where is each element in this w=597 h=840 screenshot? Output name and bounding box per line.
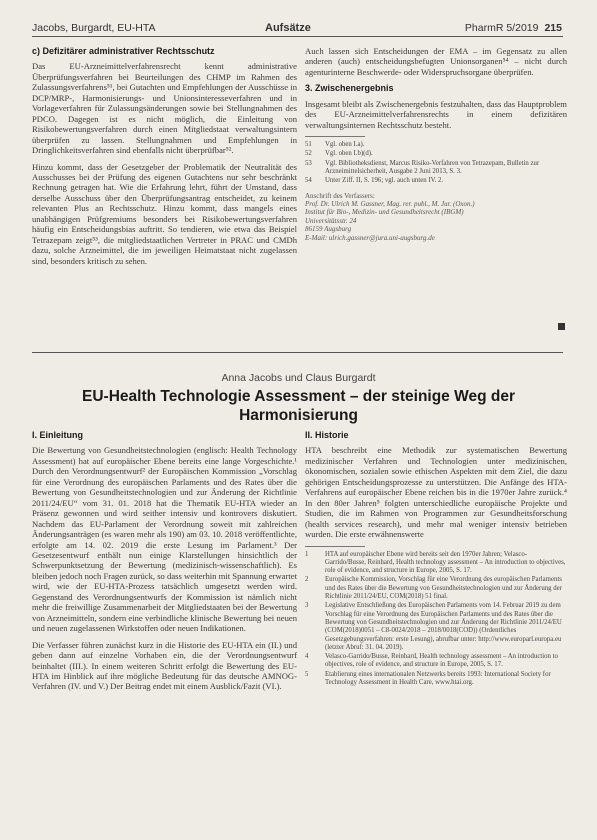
footnotes [305, 551, 567, 688]
address-line: Prof. Dr. Ulrich M. Gassner, Mag. rer. publ., M. Jur. (Oxon.) [305, 200, 475, 209]
section-einleitung [32, 430, 297, 698]
footnote-divider [305, 546, 365, 547]
end-of-article-mark [558, 323, 565, 330]
address-line: E-Mail: ulrich.gassner@jura.uni-augsburg.de [305, 233, 435, 242]
footnote: 1 HTA auf europäischer Ebene wird bereits seit den 1970er Jahren; Velasco-Garrido/Busse, Reinhard, Health technology assessment – An introduction to objectives, role of evidence, and structure in Europe, 2005, S. 17. [305, 550, 566, 575]
footnote: 51 Vgl. oben I.a). [305, 141, 365, 149]
footnote: 54 Unter Ziff. II, S. 196; vgl. auch unten IV. 2. [305, 177, 444, 185]
footnote: 4 Velasco-Garrido/Busse, Reinhard, Health technology assessment – An introduction to objectives, role of evidence, and structure in Europe, 2005, S. 17. [305, 653, 558, 669]
prev-article-right-column [305, 46, 567, 242]
subsection-heading: 3. Zwischenergebnis [305, 83, 394, 94]
section-historie [305, 430, 567, 688]
article-title [60, 387, 537, 425]
section-heading: II. Historie [305, 430, 349, 440]
footnote: 52 Vgl. oben I.b)(d). [305, 150, 373, 158]
subsection-heading: c) Defizitärer administrativer Rechtsschutz [32, 46, 215, 56]
prev-article-left-column [32, 46, 297, 272]
title-line: EU-Health Technologie Assessment – der steinige Weg der [82, 388, 515, 405]
header-rule [32, 36, 563, 37]
address-line: Institut für Bio-, Medizin- und Gesundheitsrecht (IBGM) [305, 208, 464, 217]
footnote: 2 Europäische Kommission, Vorschlag für eine Verordnung des europäischen Parlaments und des Rates über die Bewertung von Gesundheitstechnologien und zur Änderung der Richtlinie 2011/24/EU, COM(2018) 51 final. [305, 576, 562, 601]
running-head-journal [465, 22, 562, 34]
article-separator-rule [32, 352, 563, 353]
paragraph: Die Verfasser führen zunächst kurz in die Historie des EU-HTA ein (II.) und geben dann auf einzelne Vorhaben ein, die der Verordnungsentwurf beinhaltet (III.). In einem weiteren Schritt erfolgt die Bewertung des EU-HTA im Hinblick auf ihre mögliche Bedeutung für das deutsche AMNOG-Verfahren (IV. und V.) Der Beitrag endet mit einem Ausblick/Fazit (VI.). [32, 639, 297, 692]
footnote: 53 Vgl. Bibliotheksdienst, Marcus Risiko-Verfahren von Tetrazepam, Bulletin zur Arzneimittelsicherheit, Ausgabe 2 Juni 2013, S. 3. [305, 159, 540, 176]
footnote-divider [305, 136, 365, 137]
footnote: 3 Legislative Entschließung des Europäischen Parlaments vom 14. Februar 2019 zu dem Vorschlag für eine Verordnung des Europäischen Parlaments und des Rates über die Bewertung von Gesundheitstechnologien und zur Änderung der Richtlinie 2011/24/EU (COM(2018)0051 – C8-0024/2018 – 2018/0018(COD)) (Ordentliches Gesetzgebungsverfahren: erste Lesung), abrufbar unter: http://www.europarl.europa.eu (letzter Abruf: 31. 04. 2019). [305, 602, 562, 651]
paragraph: HTA beschreibt eine Methodik zur systematischen Bewertung medizinischer Verfahren und Technologien unter medizinischen, ökonomischen, sozialen sowie ethischen Aspekten mit dem Ziel, die dazu gehörigen Entscheidungsprozesse zu unterstützen. Die Anfänge des HTA-Verfahrens auf europäischer Ebene reichen bis in die 1970er Jahre zurück.⁴ In den 80er Jahren⁵ folgten unterschiedliche europäische Projekte und Studien, die im Rahmen von Programmen zur Gesundheitsforschung (health services research), und mehr mal weniger intensiv betrieben wurden. Die erste erwähnenswerte [305, 445, 567, 540]
address-line: 86159 Augsburg [305, 225, 352, 234]
article-authors: Anna Jacobs und Claus Burgardt [221, 372, 376, 384]
paragraph: Auch lassen sich Entscheidungen der EMA – im Gegensatz zu allen anderen (auch) entscheidungsbefugten Unionsorganen⁵⁴ – nicht durch agenturinterne Beschwerde- oder Widerspruchsorgane überprüfen. [305, 46, 567, 77]
footnotes [305, 141, 567, 185]
paragraph: Das EU-Arzneimittelverfahrensrecht kennt administrative Überprüfungsverfahren bei Beurteilungen des CHMP im Rahmen des Zulassungsverfahrens⁵¹, bei Gutachten und Empfehlungen der Ausschüsse in DCP/MRP-, Harmonisierungs- und Unionsinteresseverfahren und in Vorlageverfahren für Zulassungsänderungen sowie bei Stellungnahmen des PDCO. Dagegen ist es nicht möglich, die Einleitung von Risikobewertungsverfahren durch einen Mitgliedstaat verwaltungsintern überprüfen zu lassen. Stellungnahmen und Empfehlungen in Dringlichkeitsverfahren sind ebenfalls nicht überprüfbar⁵². [32, 61, 297, 156]
page-number: 215 [544, 22, 562, 34]
paragraph: Die Bewertung von Gesundheitstechnologien (englisch: Health Technology Assessment) hat auf europäischer Ebene bereits eine lange Vorgeschichte.¹ Durch den Verordnungsentwurf² der Europäischen Kommission „Vorschlag für eine Verordnung des europäischen Parlaments und des Rates über die Bewertung von Gesundheitstechnologien und zur Änderung der Richtlinie 2011/24/EU“ vom 31. 01. 2018 hat die Thematik EU-HTA wieder an Präsenz gewonnen und wird seither intensiv und kontrovers diskutiert. Nachdem das EU-Parlament der Verordnung soweit mit zahlreichen Änderungsanträgen (es waren mehr als 190) am 03. 10. 2018 veröffentlichte, erfolgte am 14. 02. 2019 die erste Lesung im Parlament.³ Der Gesetzesentwurf enthält nun einige Klarstellungen hinsichtlich der Schwerpunktsetzung der Bewertung (medizinisch-wissenschaftlich). Es bleiben jedoch noch Fragen zurück, so dass weiterhin mit Spannung erwartet wird, wie der EU-HTA-Prozess tatsächlich umgesetzt werden wird. Gegenstand des Verordnungsentwurfs der Kommission ist nämlich nicht mehr die freiwillige Zusammenarbeit der Mitgliedstaaten bei der Bewertung von Arzneimitteln, sondern eine verbindliche klinische Bewertung bei neuen und neuen zugelassenen Wirkstoffen oder neuen Indikationen. [32, 445, 297, 634]
paragraph: Insgesamt bleibt als Zwischenergebnis festzuhalten, dass das Hauptproblem des EU-Arzneimittelverfahrensrechts in einem defizitären verwaltungsinternen Rechtsschutz besteht. [305, 98, 567, 130]
paragraph: Hinzu kommt, dass der Gesetzgeber der Problematik der Neutralität des Ausschusses bei der Prüfung des eigenen Gutachtens nur sehr beschränkt Rechnung getragen hat. Wie die Erfahrung lehrt, führt der Umstand, dass derselbe Ausschuss über den Überprüfungsantrag entscheidet, zu keinem relevanten Plus an Rechtsschutz. Hinzu kommt, dass mangels eines unabhängigen Prüfgremiums besonders bei Risikobewertungsverfahren häufig ein Entscheidungsbias auftritt. So tendieren, wie etwa das Beispiel Tetrazepam zeigt⁵³, die mitgliedstaatlichen Vertreter in PRAC und CMDh dazu, solche Arzneimittel, die im jeweiligen Heimatstaat nicht zugelassen sind, besonders kritisch zu sehen. [32, 161, 297, 266]
running-head-section: Aufsätze [265, 22, 311, 34]
address-label: Anschrift des Verfassers: [305, 191, 375, 200]
address-line: Universitätsstr. 24 [305, 216, 357, 225]
author-address [305, 192, 567, 242]
journal-issue: PharmR 5/2019 [464, 22, 539, 34]
section-heading: I. Einleitung [32, 430, 83, 440]
title-line: Harmonisierung [239, 407, 358, 424]
running-head-authors: Jacobs, Burgardt, EU-HTA [32, 22, 156, 34]
footnote: 5 Etablierung eines internationalen Netzwerks bereits 1993: International Society for Technology Assessment in Health Care, www.htai.org. [305, 670, 551, 686]
